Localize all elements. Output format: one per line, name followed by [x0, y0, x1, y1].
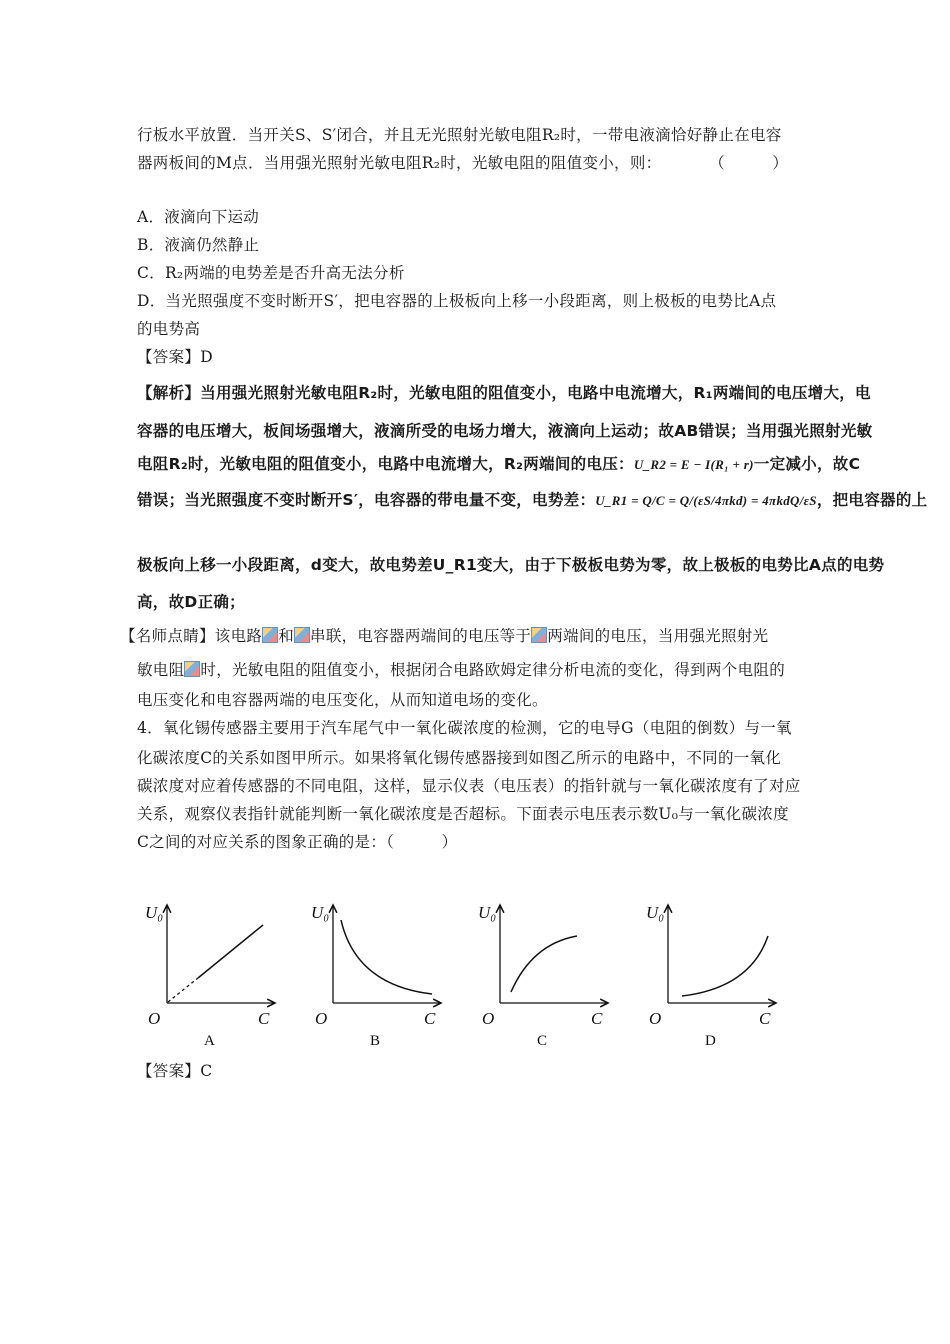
analysis-line-6: 高，故D正确； [137, 593, 245, 611]
graph-d-curve [682, 936, 768, 996]
q4-stem-line-5: C之间的对应关系的图象正确的是：（ ） [137, 833, 458, 851]
analysis-line-1: 【解析】当用强光照射光敏电阻R₂时，光敏电阻的阻值变小，电路中电流增大，R₁两端间的电压增大，电 [137, 384, 871, 402]
option-d-line-2: 的电势高 [137, 320, 201, 338]
graph-a-dashed-line [168, 978, 198, 1002]
option-b: B．液滴仍然静止 [137, 236, 260, 254]
graph-c-ylabel: U₀ [478, 903, 497, 922]
graph-b-curve [341, 920, 432, 994]
tip-text-5: 敏电阻 [137, 661, 185, 679]
graph-a-ylabel: U₀ [145, 903, 164, 922]
graph-c-caption: C [537, 1033, 548, 1049]
graph-d-caption: D [705, 1033, 716, 1049]
graph-c [478, 903, 608, 1049]
analysis-line-4-tail: ，把电容器的上 [816, 491, 928, 509]
analysis-line-3-tail: 一定减小，故C [753, 455, 861, 473]
graph-c-xlabel: C [591, 1009, 603, 1028]
graph-a-origin: O [148, 1009, 161, 1028]
q4-stem-line-4: 关系，观察仪表指针就能判断一氧化碳浓度是否超标。下面表示电压表示数U₀与一氧化碳浓度 [137, 805, 789, 823]
graph-b-origin: O [315, 1009, 328, 1028]
graph-a-xlabel: C [258, 1009, 270, 1028]
option-a: A．液滴向下运动 [137, 208, 260, 226]
graph-b-xlabel: C [424, 1009, 436, 1028]
tip-text-1: 【名师点睛】该电路 [120, 627, 263, 645]
formula-ur2: U_R2 = E − I(R₁ + r) [633, 457, 754, 472]
q4-stem-line-3: 碳浓度对应着传感器的不同电阻，这样，显示仪表（电压表）的指针就与一氧化碳浓度有了对应 [137, 777, 801, 795]
q3-answer: 【答案】D [137, 348, 213, 366]
formula-ur1: U_R1 = Q/C = Q/(εS/4πkd) = 4πkdQ/εS [595, 493, 817, 508]
graph-a-curve [198, 925, 263, 978]
graph-a-caption: A [204, 1033, 215, 1049]
graph-a [145, 903, 275, 1049]
graph-b-caption: B [370, 1033, 381, 1049]
option-c: C．R₂两端的电势差是否升高无法分析 [137, 264, 405, 282]
tip-text-6: 时，光敏电阻的阻值变小，根据闭合电路欧姆定律分析电流的变化，得到两个电阻的 [200, 661, 786, 679]
graph-c-origin: O [482, 1009, 495, 1028]
graph-d-ylabel: U₀ [646, 903, 665, 922]
analysis-line-4-text: 错误；当光照强度不变时断开S′，电容器的带电量不变，电势差： [137, 491, 596, 509]
option-d-line-1: D．当光照强度不变时断开S′，把电容器的上极板向上移一小段距离，则上极板的电势比A点 [137, 292, 777, 310]
tip-text-4: 两端间的电压，当用强光照射光 [547, 627, 769, 645]
q4-answer: 【答案】C [137, 1062, 213, 1080]
graph-b [311, 903, 441, 1049]
tip-text-2: 和 [278, 627, 295, 645]
graph-d-origin: O [649, 1009, 662, 1028]
graph-d [646, 903, 776, 1049]
graph-c-curve [511, 936, 577, 992]
analysis-line-3-text: 电阻R₂时，光敏电阻的阻值变小，电路中电流增大，R₂两端间的电压： [137, 455, 634, 473]
q4-stem-line-2: 化碳浓度C的关系如图甲所示。如果将氧化锡传感器接到如图乙所示的电路中，不同的一氧化 [137, 749, 782, 767]
q3-stem-line-2: 器两板间的M点．当用强光照射光敏电阻R₂时，光敏电阻的阻值变小，则： （ ） [137, 154, 789, 172]
analysis-line-2: 容器的电压增大，板间场强增大，液滴所受的电场力增大，液滴向上运动；故AB错误；当用强光照射光敏 [137, 422, 873, 440]
q3-stem-line-1: 行板水平放置．当开关S、S′闭合，并且无光照射光敏电阻R₂时，一带电液滴恰好静止在电容 [137, 126, 782, 144]
graph-d-xlabel: C [759, 1009, 771, 1028]
q4-stem-line-1: 4．氧化锡传感器主要用于汽车尾气中一氧化碳浓度的检测，它的电导G（电阻的倒数）与一氧 [137, 719, 792, 737]
tip-text-3: 串联，电容器两端间的电压等于 [310, 627, 532, 645]
graph-b-ylabel: U₀ [311, 903, 330, 922]
tip-line-3: 电压变化和电容器两端的电压变化，从而知道电场的变化。 [137, 691, 548, 709]
analysis-line-5: 极板向上移一小段距离，d变大，故电势差U_R1变大，由于下极板电势为零，故上极板的电势比A点的电势 [137, 556, 885, 574]
